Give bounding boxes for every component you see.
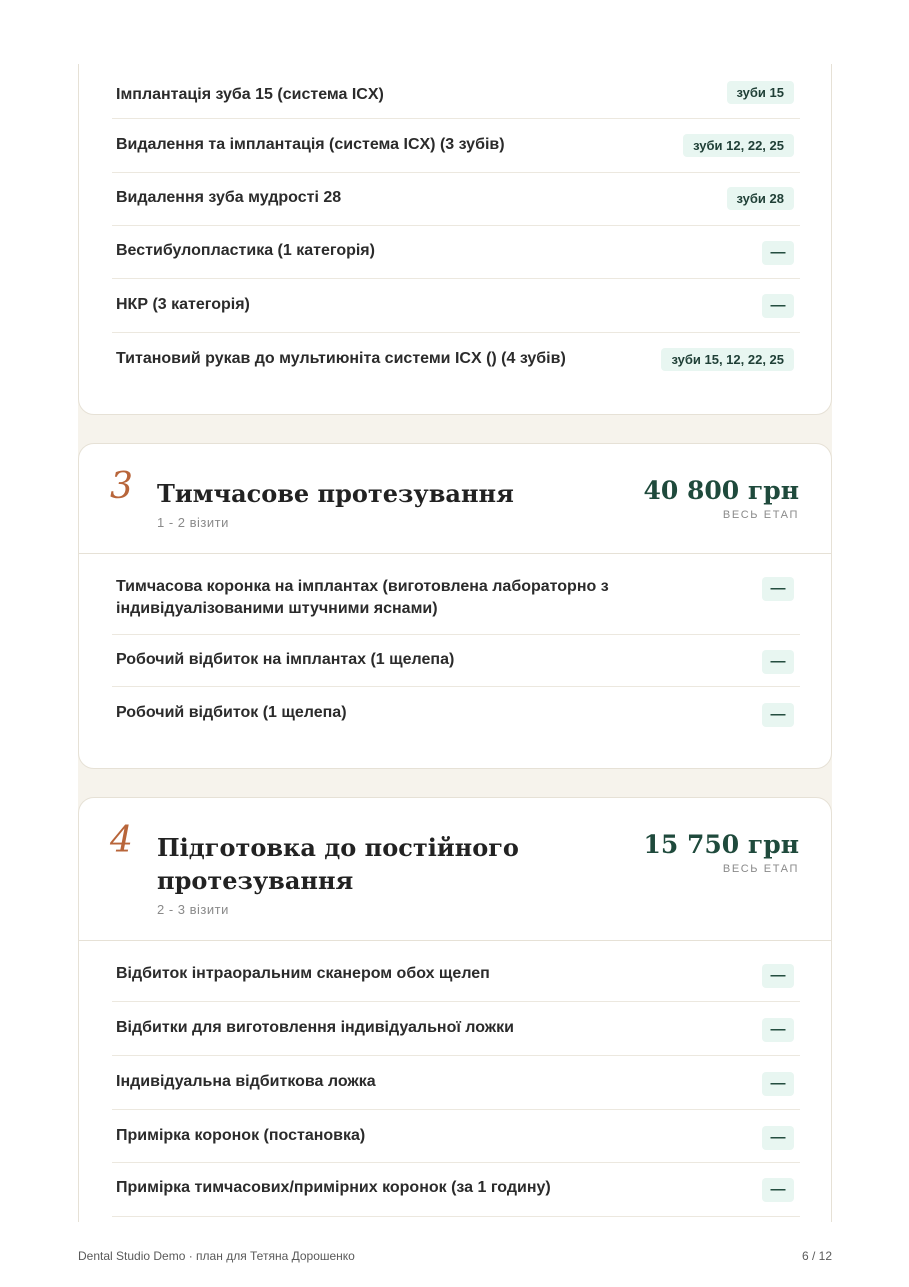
stage-price: 15 750 грн bbox=[643, 830, 799, 859]
procedure-label: Титановий рукав до мультиюніта системи ICX () (4 зубів) bbox=[116, 350, 566, 367]
procedure-label: Імплантація зуба 15 (система ICX) bbox=[116, 86, 384, 103]
procedure-row bbox=[112, 1002, 800, 1056]
teeth-badge: зуби 15, 12, 22, 25 bbox=[661, 348, 794, 371]
procedure-row bbox=[112, 555, 800, 635]
procedure-label: НКР (3 категорія) bbox=[116, 296, 250, 313]
no-teeth-badge: — bbox=[762, 241, 794, 265]
no-teeth-badge: — bbox=[762, 577, 794, 601]
procedure-row bbox=[112, 173, 800, 226]
procedure-row bbox=[112, 64, 800, 119]
procedure-row bbox=[112, 1163, 800, 1217]
stage-visits: 2 - 3 візити bbox=[157, 902, 229, 917]
footer-page-number: 6 / 12 bbox=[801, 1249, 832, 1263]
procedure-row bbox=[112, 635, 800, 687]
procedure-label: Тимчасова коронка на імплантах (виготовлена лабораторно з індивідуалізованими штучними яснами) bbox=[116, 578, 609, 617]
procedure-label: Індивідуальна відбиткова ложка bbox=[116, 1073, 376, 1090]
procedure-label: Відбитки для виготовлення індивідуальної ложки bbox=[116, 1019, 514, 1036]
stage-visits: 1 - 2 візити bbox=[157, 515, 229, 530]
no-teeth-badge: — bbox=[762, 650, 794, 674]
procedure-label: Робочий відбиток на імплантах (1 щелепа) bbox=[116, 651, 455, 668]
procedure-list bbox=[112, 942, 800, 1217]
stage-card-3 bbox=[78, 443, 832, 769]
procedure-label: Вестибулопластика (1 категорія) bbox=[116, 242, 375, 259]
procedure-label: Видалення та імплантація (система ICX) (3 зубів) bbox=[116, 136, 505, 153]
stage-title: Підготовка до постійного протезування bbox=[157, 833, 519, 895]
procedure-row bbox=[112, 1110, 800, 1163]
procedure-row bbox=[112, 226, 800, 279]
stage-header bbox=[79, 798, 831, 941]
stage-price-label: ВЕСЬ ЕТАП bbox=[722, 509, 799, 521]
footer-clinic-patient: Dental Studio Demo · план для Тетяна Дорошенко bbox=[78, 1249, 355, 1263]
teeth-badge: зуби 12, 22, 25 bbox=[683, 134, 794, 157]
procedure-list bbox=[112, 64, 800, 393]
procedure-row bbox=[112, 279, 800, 333]
stage-title: Тимчасове протезування bbox=[157, 479, 514, 508]
procedure-label: Примірка тимчасових/примірних коронок (за 1 годину) bbox=[116, 1179, 551, 1196]
stage-header bbox=[79, 444, 831, 554]
stage-card-continued bbox=[78, 64, 832, 415]
procedure-list bbox=[112, 555, 800, 741]
stage-number: 4 bbox=[110, 820, 133, 861]
procedure-label: Відбиток інтраоральним сканером обох щелеп bbox=[116, 965, 490, 982]
teeth-badge: зуби 28 bbox=[727, 187, 794, 210]
no-teeth-badge: — bbox=[762, 1178, 794, 1202]
no-teeth-badge: — bbox=[762, 1018, 794, 1042]
stage-price-label: ВЕСЬ ЕТАП bbox=[722, 863, 799, 875]
procedure-label: Видалення зуба мудрості 28 bbox=[116, 189, 342, 206]
procedure-row bbox=[112, 1056, 800, 1110]
procedure-label: Примірка коронок (постановка) bbox=[116, 1127, 366, 1144]
teeth-badge: зуби 15 bbox=[727, 81, 794, 104]
procedure-row bbox=[112, 687, 800, 741]
stage-number: 3 bbox=[110, 466, 133, 507]
no-teeth-badge: — bbox=[762, 703, 794, 727]
no-teeth-badge: — bbox=[762, 964, 794, 988]
plan-canvas bbox=[78, 64, 832, 1222]
stage-card-4 bbox=[78, 797, 832, 1222]
no-teeth-badge: — bbox=[762, 1072, 794, 1096]
procedure-row bbox=[112, 942, 800, 1002]
stage-price: 40 800 грн bbox=[643, 476, 799, 505]
procedure-row bbox=[112, 333, 800, 393]
procedure-row bbox=[112, 119, 800, 173]
no-teeth-badge: — bbox=[762, 1126, 794, 1150]
no-teeth-badge: — bbox=[762, 294, 794, 318]
procedure-label: Робочий відбиток (1 щелепа) bbox=[116, 704, 347, 721]
